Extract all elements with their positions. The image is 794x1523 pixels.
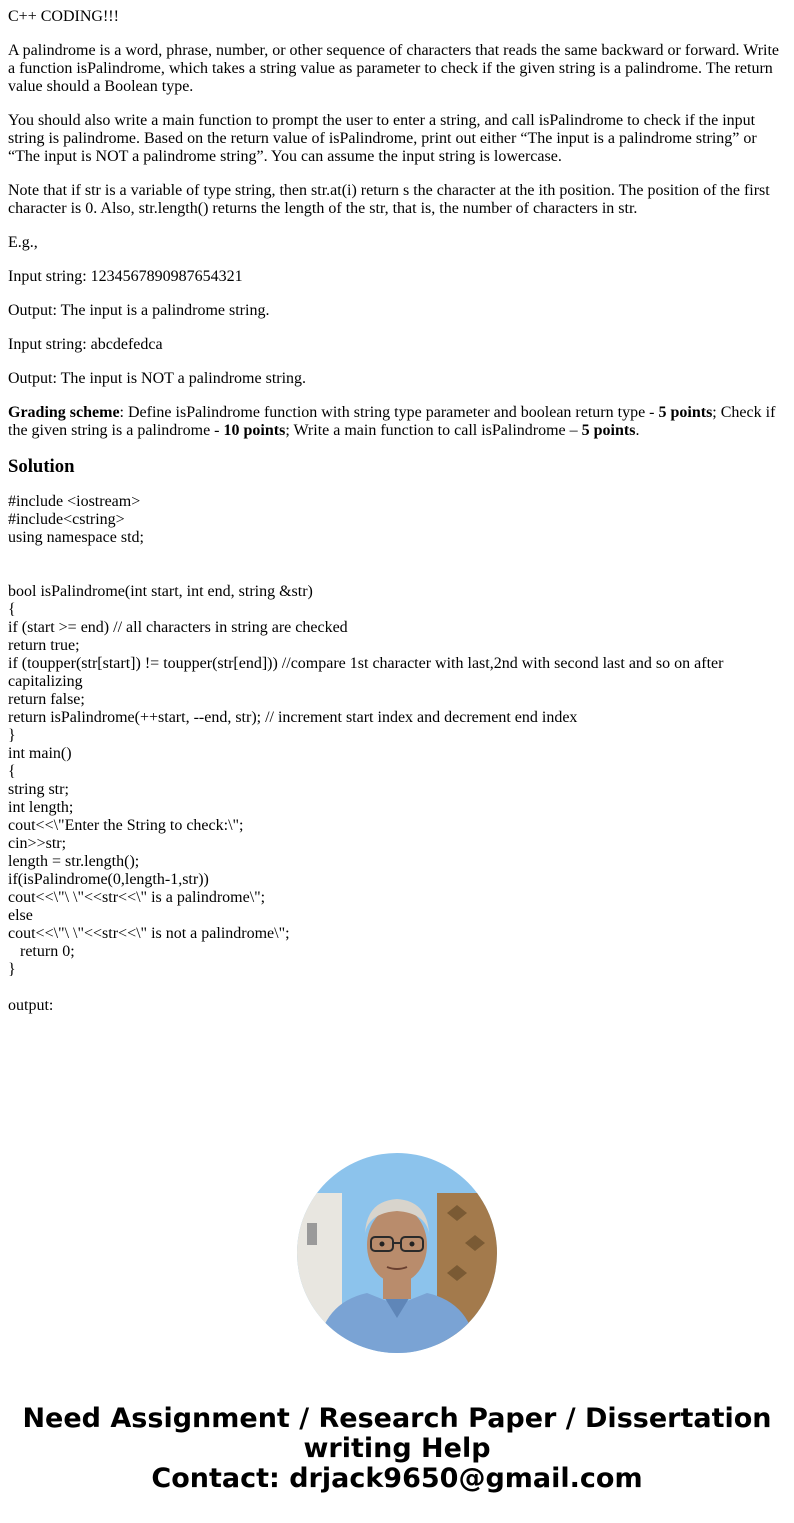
banner-line-1: Need Assignment / Research Paper / Dissertation: [22, 1403, 772, 1434]
code-line: #include <iostream>: [8, 493, 141, 510]
example-2-input: Input string: abcdefedca: [8, 336, 163, 353]
grading-scheme: [8, 404, 786, 440]
promo-banner: [0, 1404, 794, 1494]
document-body: [8, 8, 786, 1015]
code-line: cout<<\"\ \"<<str<<\" is a palindrome\";: [8, 889, 266, 906]
code-line: else: [8, 907, 33, 924]
banner-line-2: writing Help: [303, 1433, 491, 1464]
code-line: return true;: [8, 637, 80, 654]
code-line: output:: [8, 997, 54, 1014]
grading-label: Grading scheme: [8, 404, 120, 421]
author-avatar: [297, 1153, 497, 1353]
page-title: C++ CODING!!!: [8, 8, 119, 25]
grading-points-2: 10 points: [223, 422, 286, 439]
question-paragraph-1: A palindrome is a word, phrase, number, or other sequence of characters that reads the same backward or forward. Write a function isPalindrome, which takes a string value as parameter to check if the given string is a palindrome. The return value should a Boolean type.: [8, 42, 780, 95]
code-line: bool isPalindrome(int start, int end, string &str): [8, 583, 313, 600]
code-line: {: [8, 763, 16, 780]
code-line: #include<cstring>: [8, 511, 125, 528]
example-1-input: Input string: 1234567890987654321: [8, 268, 243, 285]
person-photo-icon: [297, 1153, 497, 1353]
code-line: string str;: [8, 781, 69, 798]
grading-part-3: ; Write a main function to call isPalindrome –: [285, 422, 582, 439]
code-line: [8, 565, 786, 583]
solution-heading: Solution: [8, 456, 75, 477]
solution-code: [8, 493, 786, 1015]
question-paragraph-3: Note that if str is a variable of type string, then str.at(i) return s the character at the ith position. The position of the first character is 0. Also, str.length() returns the length of the str, that is, the number of characters in str.: [8, 182, 770, 217]
example-2-output: Output: The input is NOT a palindrome string.: [8, 370, 307, 387]
code-line: return false;: [8, 691, 85, 708]
code-line: }: [8, 961, 16, 978]
code-line: using namespace std;: [8, 529, 144, 546]
banner-line-3: Contact: drjack9650@gmail.com: [151, 1463, 643, 1494]
grading-end: .: [635, 422, 640, 439]
example-label: E.g.,: [8, 234, 38, 251]
code-line: length = str.length();: [8, 853, 140, 870]
grading-part-2: ; Check if the given string is a palindrome -: [8, 404, 776, 439]
grading-points-3: 5 points: [581, 422, 636, 439]
code-line: cout<<\"\ \"<<str<<\" is not a palindrome\";: [8, 925, 290, 942]
code-line: cout<<\"Enter the String to check:\";: [8, 817, 244, 834]
grading-points-1: 5 points: [658, 404, 713, 421]
code-line: cin>>str;: [8, 835, 67, 852]
code-line: }: [8, 727, 16, 744]
code-line: return isPalindrome(++start, --end, str); // increment start index and decrement end index: [8, 709, 578, 726]
code-line: int length;: [8, 799, 74, 816]
code-line: if (toupper(str[start]) != toupper(str[end])) //compare 1st character with last,2nd with second last and so on after capitalizing: [8, 655, 728, 690]
code-line: [8, 979, 786, 997]
example-1-output: Output: The input is a palindrome string.: [8, 302, 270, 319]
grading-part-1: : Define isPalindrome function with string type parameter and boolean return type -: [119, 404, 659, 421]
code-line: if(isPalindrome(0,length-1,str)): [8, 871, 209, 888]
code-line: int main(): [8, 745, 72, 762]
code-line: if (start >= end) // all characters in string are checked: [8, 619, 348, 636]
code-line: return 0;: [8, 943, 75, 960]
code-line: [8, 547, 786, 565]
code-line: {: [8, 601, 16, 618]
question-paragraph-2: You should also write a main function to prompt the user to enter a string, and call isPalindrome to check if the input string is palindrome. Based on the return value of isPalindrome, print out either “The input is a palindrome string” or “The input is NOT a palindrome string”. You can assume the input string is lowercase.: [8, 112, 757, 165]
